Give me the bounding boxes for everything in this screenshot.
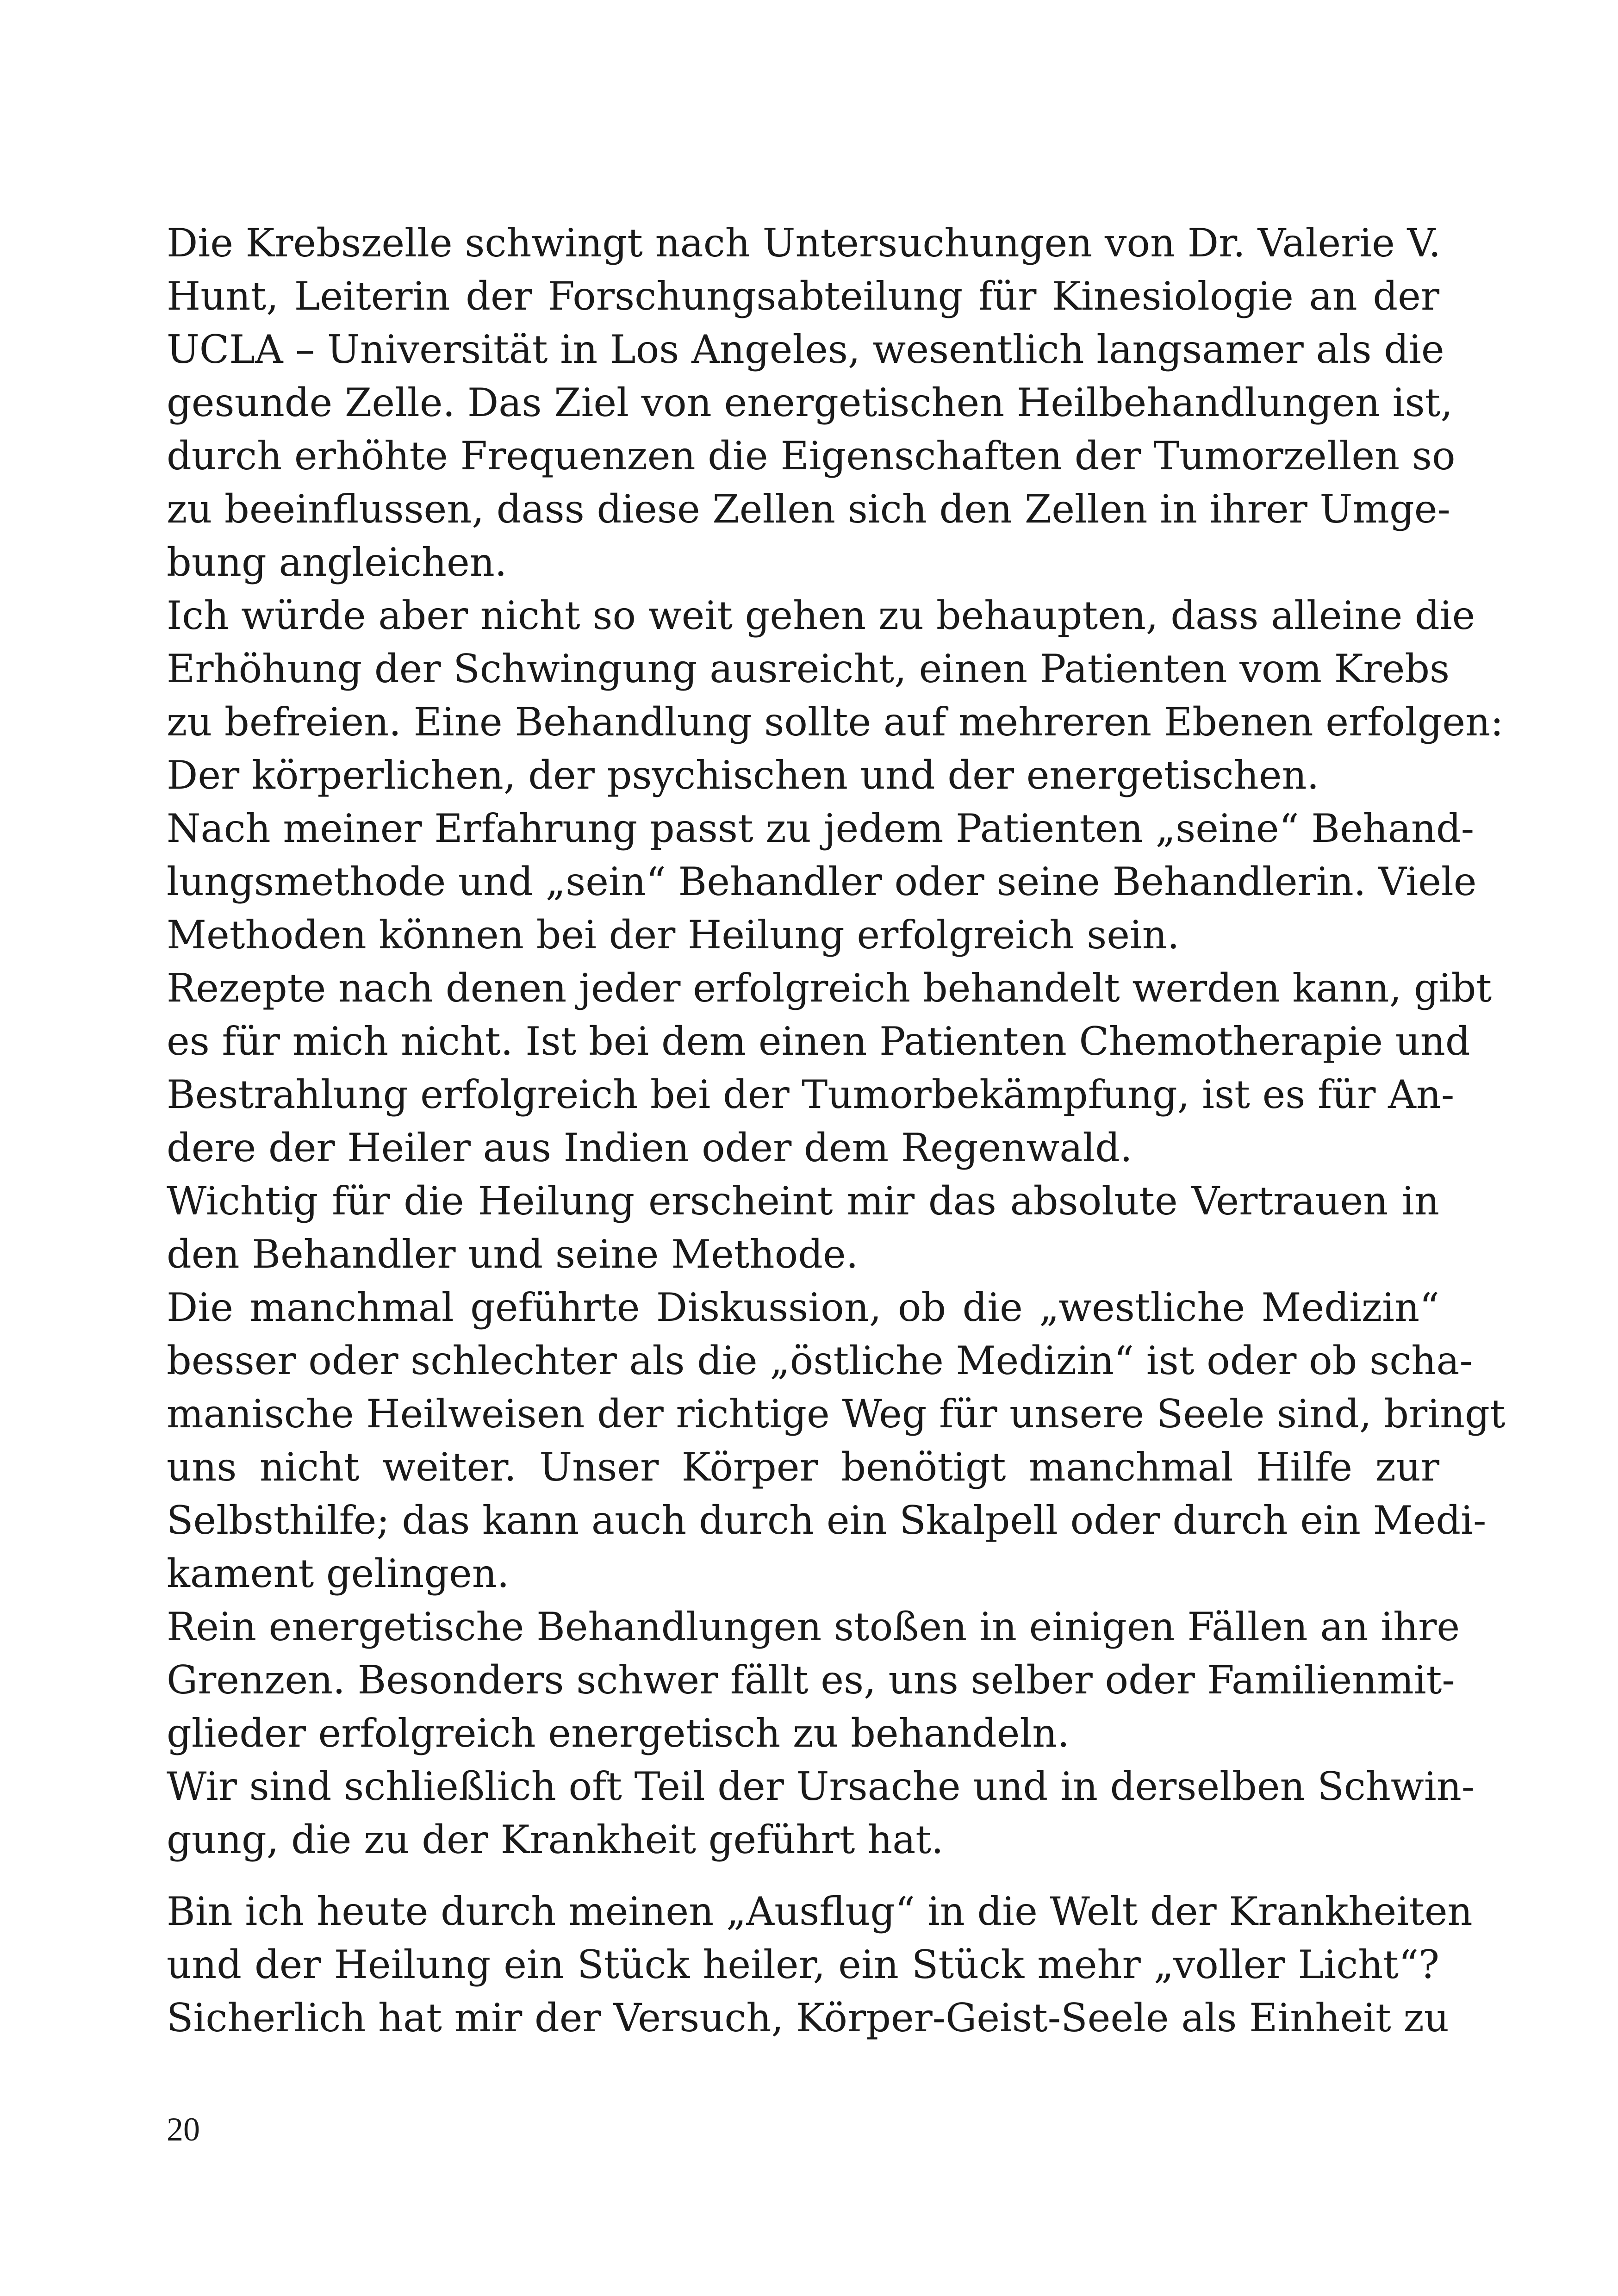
- text-line: Nach meiner Erfahrung passt zu jedem Patienten „seine“ Behand-: [167, 806, 1475, 851]
- paragraph: [167, 1600, 1460, 1760]
- page-number: 20: [167, 2111, 200, 2148]
- paragraph: [167, 802, 1477, 962]
- text-line: Sicherlich hat mir der Versuch, Körper-Geist-Seele als Einheit zu: [167, 1995, 1449, 2041]
- text-line: Die manchmal geführte Diskussion, ob die „westliche Medizin“: [167, 1285, 1439, 1330]
- paragraph: [167, 589, 1504, 802]
- paragraph: [167, 217, 1456, 589]
- text-line: UCLA – Universität in Los Angeles, wesentlich langsamer als die: [167, 327, 1444, 372]
- text-line: uns nicht weiter. Unser Körper benötigt manchmal Hilfe zur: [167, 1444, 1439, 1490]
- paragraph: [167, 962, 1492, 1175]
- text-line: Bin ich heute durch meinen „Ausflug“ in die Welt der Krankheiten: [167, 1889, 1473, 1934]
- text-line: Bestrahlung erfolgreich bei der Tumorbekämpfung, ist es für An-: [167, 1072, 1455, 1117]
- text-line: gesunde Zelle. Das Ziel von energetischen Heilbehandlungen ist,: [167, 380, 1453, 425]
- text-line: es für mich nicht. Ist bei dem einen Patienten Chemotherapie und: [167, 1019, 1470, 1064]
- text-line: Selbsthilfe; das kann auch durch ein Skalpell oder durch ein Medi-: [167, 1498, 1487, 1543]
- text-line: Rein energetische Behandlungen stoßen in einigen Fällen an ihre: [167, 1604, 1460, 1649]
- text-line: Rezepte nach denen jeder erfolgreich behandelt werden kann, gibt: [167, 965, 1492, 1011]
- text-line: Wir sind schließlich oft Teil der Ursache und in derselben Schwin-: [167, 1764, 1475, 1809]
- text-line: durch erhöhte Frequenzen die Eigenschaften der Tumorzellen so: [167, 433, 1456, 479]
- body-text: [167, 217, 1506, 2045]
- text-line: Grenzen. Besonders schwer fällt es, uns selber oder Familienmit-: [167, 1657, 1455, 1703]
- text-line: und der Heilung ein Stück heiler, ein Stück mehr „voller Licht“?: [167, 1942, 1439, 1987]
- text-line: Methoden können bei der Heilung erfolgreich sein.: [167, 912, 1180, 958]
- paragraph: [167, 1760, 1475, 1867]
- text-line: den Behandler und seine Methode.: [167, 1232, 859, 1277]
- text-line: manische Heilweisen der richtige Weg für unsere Seele sind, bringt: [167, 1391, 1506, 1437]
- text-line: Wichtig für die Heilung erscheint mir das absolute Vertrauen in: [167, 1178, 1439, 1224]
- paragraph: [167, 1281, 1506, 1600]
- text-line: gung, die zu der Krankheit geführt hat.: [167, 1817, 944, 1862]
- paragraph: [167, 1175, 1439, 1281]
- text-line: besser oder schlechter als die „östliche Medizin“ ist oder ob scha-: [167, 1338, 1473, 1383]
- text-line: lungsmethode und „sein“ Behandler oder seine Behandlerin. Viele: [167, 859, 1477, 904]
- text-line: zu beeinflussen, dass diese Zellen sich den Zellen in ihrer Umge-: [167, 486, 1450, 532]
- text-line: zu befreien. Eine Behandlung sollte auf mehreren Ebenen erfolgen:: [167, 699, 1504, 745]
- text-line: kament gelingen.: [167, 1551, 510, 1596]
- paragraph-spacer: [167, 1867, 1439, 1885]
- text-line: Hunt, Leiterin der Forschungsabteilung für Kinesiologie an der: [167, 274, 1439, 319]
- text-line: Ich würde aber nicht so weit gehen zu behaupten, dass alleine die: [167, 593, 1475, 638]
- text-line: Die Krebszelle schwingt nach Untersuchungen von Dr. Valerie V.: [167, 220, 1441, 266]
- text-line: Erhöhung der Schwingung ausreicht, einen Patienten vom Krebs: [167, 646, 1450, 691]
- text-line: dere der Heiler aus Indien oder dem Regenwald.: [167, 1125, 1133, 1170]
- text-line: bung angleichen.: [167, 540, 507, 585]
- text-line: Der körperlichen, der psychischen und der energetischen.: [167, 753, 1319, 798]
- paragraph: [167, 1885, 1473, 2045]
- text-line: glieder erfolgreich energetisch zu behandeln.: [167, 1711, 1070, 1756]
